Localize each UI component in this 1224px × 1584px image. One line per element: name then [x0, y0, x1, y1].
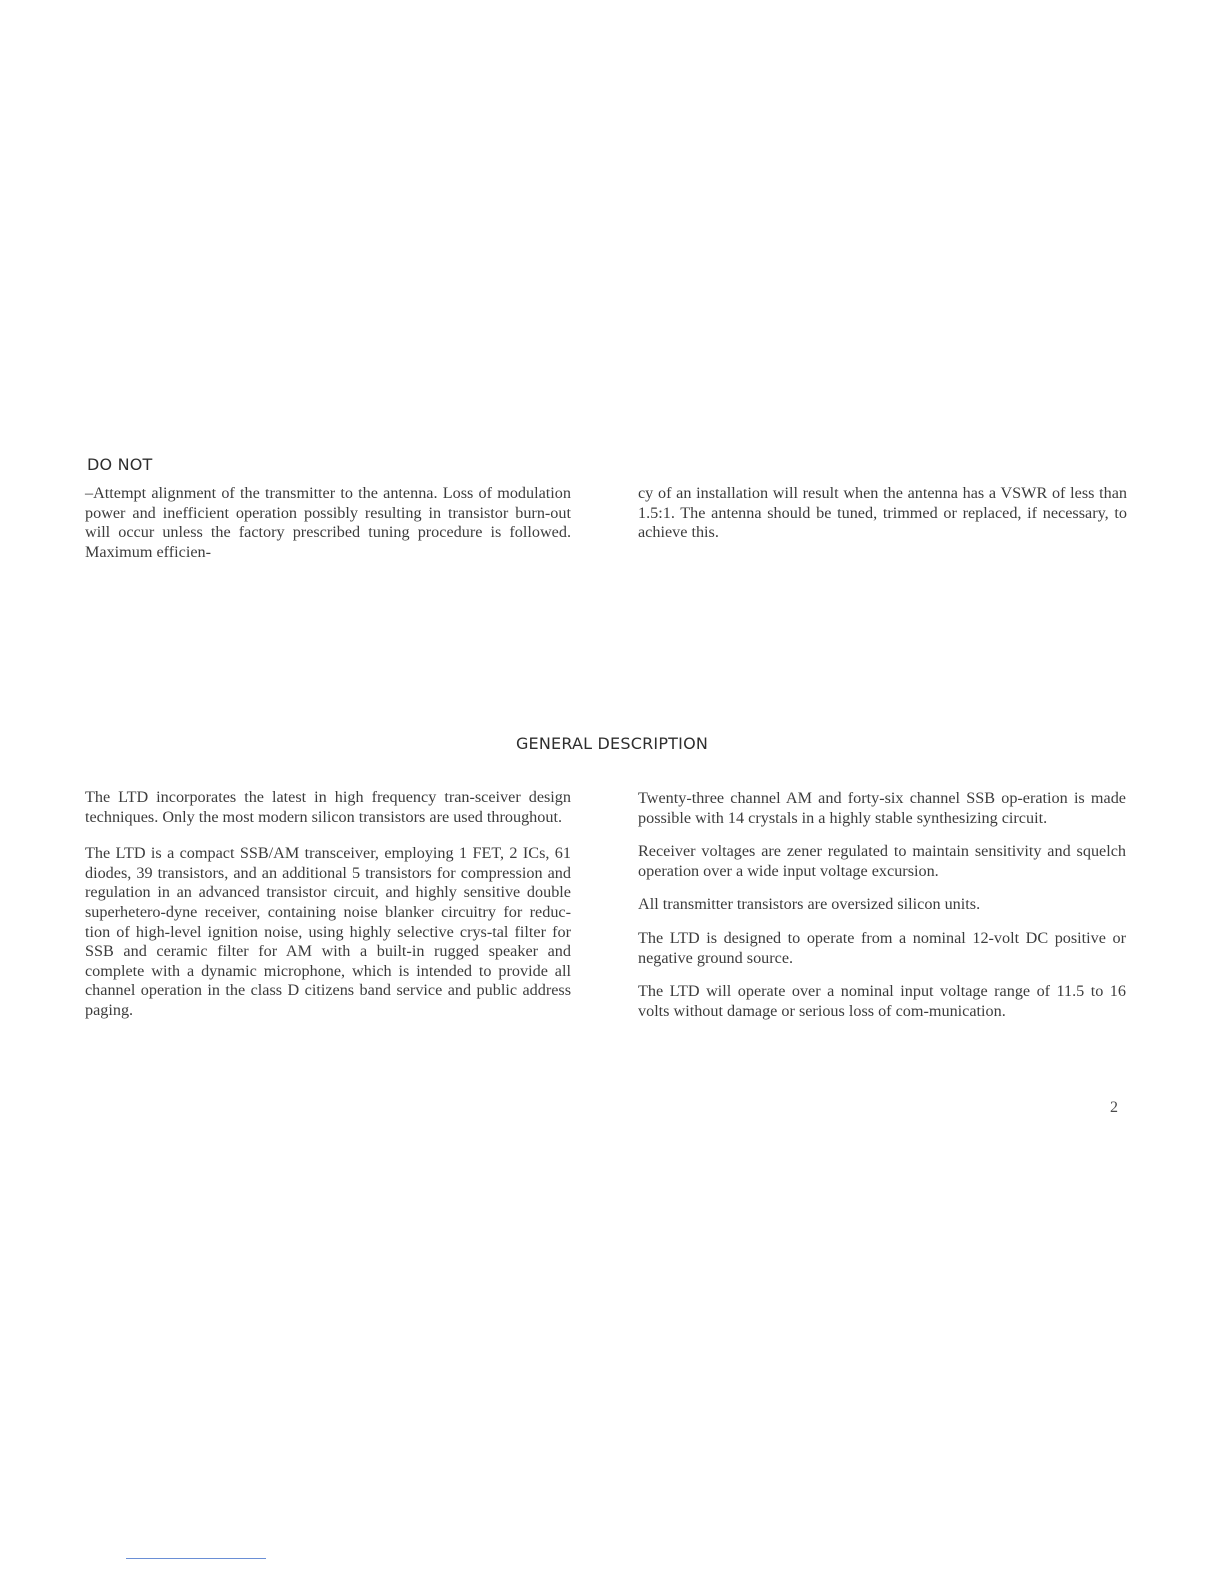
general-description-paragraph: The LTD will operate over a nominal input voltage range of 11.5 to 16 volts without damage or serious loss of com-munication. — [638, 982, 1126, 1020]
do-not-text-left-column — [85, 484, 571, 562]
footer-rule — [126, 1558, 266, 1559]
general-description-paragraph: Twenty-three channel AM and forty-six channel SSB op-eration is made possible with 14 crystals in a highly stable synthesizing circuit. — [638, 789, 1126, 827]
general-description-left-column — [85, 788, 571, 1021]
do-not-paragraph-right: cy of an installation will result when the antenna has a VSWR of less than 1.5:1. The antenna should be tuned, trimmed or replaced, if necessary, to achieve this. — [638, 484, 1127, 542]
general-description-paragraph: All transmitter transistors are oversized silicon units. — [638, 895, 981, 914]
general-description-paragraph: The LTD is designed to operate from a nominal 12-volt DC positive or negative ground source. — [638, 928, 1126, 967]
do-not-text-right-column — [638, 484, 1127, 543]
general-description-paragraph: Receiver voltages are zener regulated to maintain sensitivity and squelch operation over a wide input voltage excursion. — [638, 842, 1126, 880]
do-not-paragraph-left: –Attempt alignment of the transmitter to the antenna. Loss of modulation power and inefficient operation possibly resulting in transistor burn-out will occur unless the factory prescribed tuning procedure is followed. Maximum efficien- — [85, 484, 571, 561]
general-description-right-column — [638, 789, 1126, 1021]
page-number: 2 — [1110, 1099, 1118, 1116]
general-description-heading: GENERAL DESCRIPTION — [515, 734, 709, 753]
do-not-heading: DO NOT — [87, 455, 153, 474]
general-description-paragraph: The LTD incorporates the latest in high frequency tran-sceiver design techniques. Only the most modern silicon transistors are used throughout. — [85, 788, 571, 826]
general-description-paragraph: The LTD is a compact SSB/AM transceiver, employing 1 FET, 2 ICs, 61 diodes, 39 transistors, and an additional 5 transistors for compression and regulation in an advanced transistor circuit, and highly sensitive double superhetero-dyne receiver, containing noise blanker circuitry for reduc-tion of high-level ignition noise, using highly selective crys-tal filter for SSB and ceramic filter for AM with a built-in rugged speaker and complete with a dynamic microphone, which is intended to provide all channel operation in the class D citizens band service and public address paging. — [85, 844, 571, 1019]
